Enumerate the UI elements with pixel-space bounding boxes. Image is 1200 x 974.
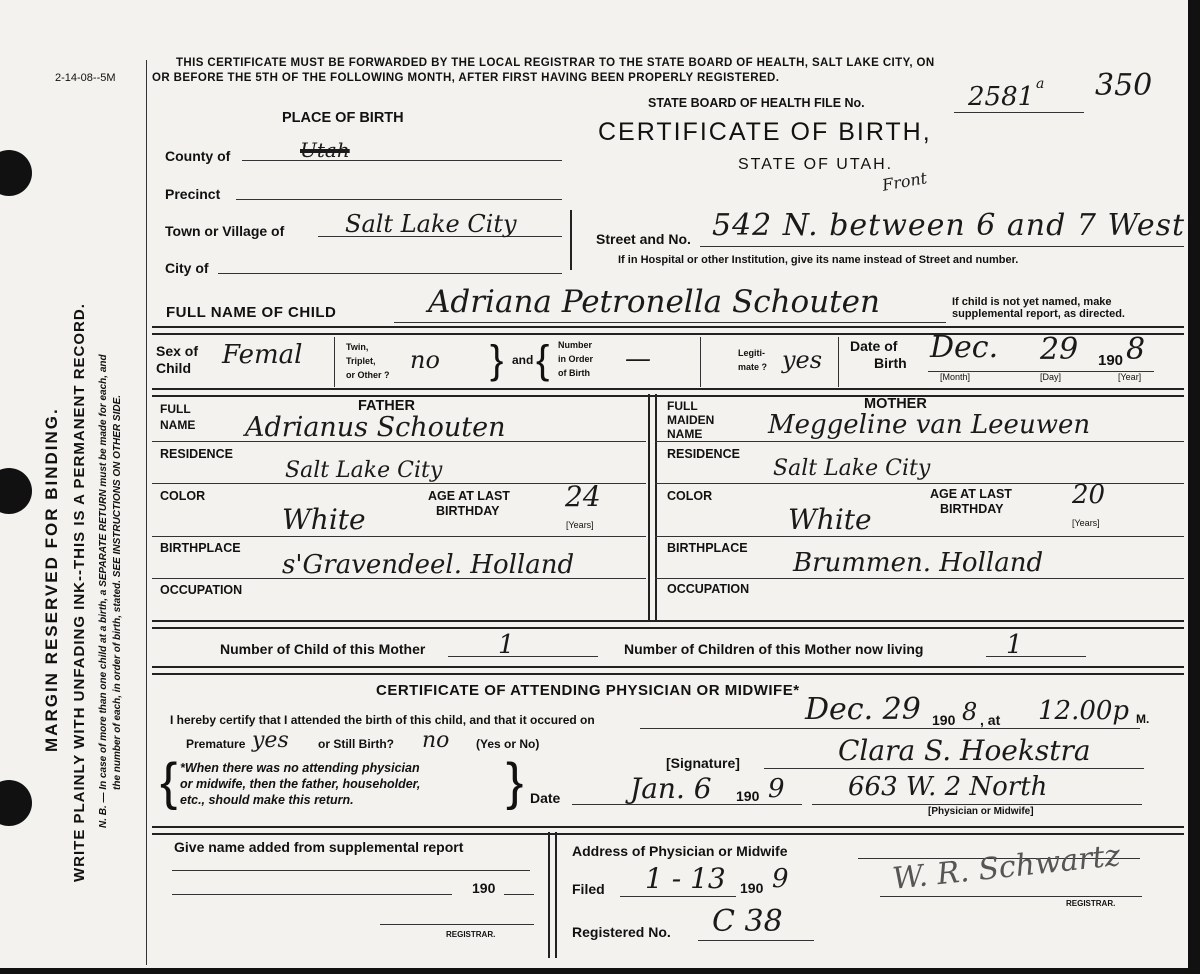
precinct-label: Precinct: [165, 186, 221, 202]
order-label-2: in Order: [558, 354, 594, 364]
date-label: Date: [530, 790, 561, 806]
yes-no-label: (Yes or No): [476, 737, 540, 751]
father-heading: FATHER: [358, 398, 415, 414]
birth-date-value: Dec. 29: [805, 692, 921, 727]
birth-time-value: 12.00p: [1038, 696, 1130, 726]
twin-value: no: [410, 346, 440, 374]
father-birthplace-value: s'Gravendeel. Holland: [282, 550, 575, 580]
father-age-label-1: AGE AT LAST: [428, 489, 510, 503]
certificate-title: CERTIFICATE OF BIRTH,: [598, 118, 932, 146]
father-residence-label: RESIDENCE: [160, 447, 233, 461]
filed-value: 1 - 13: [645, 862, 726, 895]
mother-color-label: COLOR: [667, 489, 713, 503]
certificate-date-year: 9: [768, 774, 785, 804]
physician-caption: [Physician or Midwife]: [928, 806, 1034, 817]
notice-line-2: OR BEFORE THE 5TH OF THE FOLLOWING MONTH, AFTER FIRST HAVING BEEN PROPERLY REGISTERED.: [152, 72, 780, 84]
filed-label: Filed: [572, 881, 605, 897]
supplemental-label: Give name added from supplemental report: [174, 839, 464, 855]
town-label: Town or Village of: [165, 223, 285, 239]
father-name-label: NAME: [160, 418, 196, 432]
day-caption: [Day]: [1040, 372, 1062, 382]
father-age-label-2: BIRTHDAY: [436, 504, 500, 518]
certificate-date-value: Jan. 6: [630, 772, 712, 805]
birth-certificate-page: 2-14-08--5M MARGIN RESERVED FOR BINDING. WRITE PLAINLY WITH UNFADING INK--THIS IS A PERMANENT RECORD. N. B. — In case of more than one child at a birth, a SEPARATE RETURN must be made for each, and the number of each, in order of birth, stated. SEE INSTRUCTIONS ON OTHER SIDE. THIS CERTIFICATE MUST BE FORWARDED BY THE LOCAL REGISTRAR TO THE STATE BOARD OF HEALTH, SALT LAKE CITY, ON OR BEFORE THE 5TH OF THE FOLLOWING MONTH, AFTER FIRST HAVING BEEN PROPERLY REGISTERED. STATE BOARD OF HEALTH FILE No. 2581 a 350 CERTIFICATE OF BIRTH, STATE OF UTAH. PLACE OF BIRTH County of Utah Precinct Town or Village of Salt Lake City City of Street and No. 542 N. between 6 and 7 West Front If in Hospital or other Institution, give its name instead of Street and number. FULL NAME OF CHILD Adriana Petronella Schouten If child is not yet named, make supplemental report, as directed. Sex of Child Femal Twin, Triplet, or Other ? no } and { Number in Order of Birth — Legiti- mate ? yes Date of Birth Dec. 29 190 8 [Month] [Day] [Year] FATHER FULL NAME Adrianus Schouten RESIDENCE Salt Lake City COLOR White AGE AT LAST BIRTHDAY 24 [Years] BIRTHPLACE s'Gravendeel. Holland OCCUPATION MOTHER FULL MAIDEN NAME Meggeline van Leeuwen RESIDENCE Salt Lake City COLOR White AGE AT LAST BIRTHDAY 20 [Years] BIRTHPLACE Brummen. Holland OCCUPATION Number of Child of this Mother 1 Number of Children of this Mother now living 1 CERTIFICATE OF ATTENDING PHYSICIAN OR MIDWIFE* I hereby certify that I attended the birth of this child, and that it occured on Dec. 29 190 8 , at 12.00p M. Premature yes or Still Birth? no (Yes or No) { *When there was no attending physician or midwife, then the father, householder, etc., should make this return. } [Signature] Clara S. Hoekstra Date Jan. 6 190 9 663 W. 2 North [Physician or Midwife] Give name added from supplemental report 190 REGISTRAR. Address of Physician or Midwife Filed 1 - 13 190 9 W. R. Schwartz REGISTRAR. Registered No. C 38: [0, 0, 1200, 974]
twin-label-1: Twin,: [346, 342, 369, 352]
dob-year-prefix: 190: [1098, 352, 1124, 369]
year-caption: [Year]: [1118, 372, 1142, 382]
city-label: City of: [165, 260, 209, 276]
mother-full-label: FULL: [667, 399, 698, 413]
m-label: M.: [1136, 712, 1150, 726]
street-value: 542 N. between 6 and 7 West: [712, 208, 1186, 243]
father-age-value: 24: [565, 480, 601, 513]
county-value: Utah: [300, 138, 350, 162]
registration-registrar: REGISTRAR.: [1066, 899, 1116, 908]
file-number-value: 2581: [968, 82, 1035, 112]
twin-label-3: or Other ?: [346, 370, 390, 380]
corner-number: 350: [1095, 68, 1153, 103]
filed-year-prefix: 190: [740, 880, 764, 896]
child-number-value: 1: [498, 630, 515, 660]
hospital-note: If in Hospital or other Institution, give its name instead of Street and number.: [618, 254, 1019, 266]
physician-heading: CERTIFICATE OF ATTENDING PHYSICIAN OR MIDWIFE*: [376, 682, 800, 699]
mother-birthplace-label: BIRTHPLACE: [667, 541, 748, 555]
cert-year-prefix: 190: [932, 712, 956, 728]
mother-residence-value: Salt Lake City: [773, 456, 931, 481]
signature-value: Clara S. Hoekstra: [838, 734, 1091, 767]
file-number-suffix: a: [1036, 76, 1045, 92]
father-name-value: Adrianus Schouten: [245, 412, 506, 443]
father-birthplace-label: BIRTHPLACE: [160, 541, 241, 555]
margin-rule: [146, 60, 147, 965]
note-line-3: etc., should make this return.: [180, 793, 354, 807]
premature-value: yes: [252, 728, 289, 753]
father-full-label: FULL: [160, 402, 191, 416]
mother-maiden-label: MAIDEN: [667, 413, 715, 427]
mother-age-value: 20: [1072, 480, 1106, 510]
file-number-label: STATE BOARD OF HEALTH FILE No.: [648, 96, 865, 110]
nb-note-line1: N. B. — In case of more than one child at a birth, a SEPARATE RETURN must be made for each, and: [98, 354, 109, 828]
father-color-label: COLOR: [160, 489, 206, 503]
month-caption: [Month]: [940, 372, 971, 382]
stillbirth-label: or Still Birth?: [318, 737, 394, 751]
sex-label-2: Child: [156, 360, 191, 376]
notice-line-1: THIS CERTIFICATE MUST BE FORWARDED BY THE LOCAL REGISTRAR TO THE STATE BOARD OF HEALTH, SALT LAKE CITY, ON: [176, 57, 935, 69]
mother-name-value: Meggeline van Leeuwen: [768, 410, 1091, 440]
legit-value: yes: [782, 346, 823, 374]
and-label: and: [512, 353, 534, 367]
premature-label: Premature: [186, 737, 246, 751]
dob-label-1: Date of: [850, 338, 898, 354]
sex-value: Femal: [222, 340, 303, 370]
name-note-line1: If child is not yet named, make: [952, 296, 1112, 308]
father-occupation-label: OCCUPATION: [160, 583, 243, 597]
at-label: , at: [980, 712, 1001, 728]
mother-birthplace-value: Brummen. Holland: [793, 548, 1044, 578]
living-value: 1: [1006, 630, 1023, 660]
dob-year: 8: [1126, 332, 1146, 367]
county-label: County of: [165, 148, 231, 164]
mother-name-label: NAME: [667, 427, 703, 441]
living-label: Number of Children of this Mother now living: [624, 641, 924, 657]
mother-residence-label: RESIDENCE: [667, 447, 740, 461]
certificate-date-year-prefix: 190: [736, 788, 760, 804]
order-label-3: of Birth: [558, 368, 590, 378]
state-subtitle: STATE OF UTAH.: [738, 156, 894, 173]
permanent-record-text: WRITE PLAINLY WITH UNFADING INK--THIS IS A PERMANENT RECORD.: [71, 303, 88, 882]
physician-address-label: Address of Physician or Midwife: [572, 843, 788, 859]
sex-label-1: Sex of: [156, 343, 199, 359]
registered-number-label: Registered No.: [572, 924, 671, 940]
mother-age-label-2: BIRTHDAY: [940, 502, 1004, 516]
mother-occupation-label: OCCUPATION: [667, 582, 750, 596]
order-value: —: [625, 344, 651, 374]
dob-month: Dec.: [930, 330, 999, 365]
name-note-line2: supplemental report, as directed.: [952, 308, 1125, 320]
registered-number-value: C 38: [712, 904, 783, 939]
street-insert: Front: [880, 168, 929, 195]
supplemental-year-prefix: 190: [472, 880, 496, 896]
certify-text: I hereby certify that I attended the birth of this child, and that it occured on: [170, 713, 595, 727]
father-color-value: White: [282, 503, 366, 536]
registrar-signature: W. R. Schwartz: [890, 838, 1122, 897]
place-of-birth-heading: PLACE OF BIRTH: [282, 110, 404, 126]
town-value: Salt Lake City: [345, 210, 517, 238]
legit-label-1: Legiti-: [738, 348, 765, 358]
order-label-1: Number: [558, 340, 593, 350]
nb-note-line2: the number of each, in order of birth, stated. SEE INSTRUCTIONS ON OTHER SIDE.: [112, 394, 123, 790]
note-line-1: *When there was no attending physician: [180, 761, 420, 775]
father-residence-value: Salt Lake City: [285, 458, 443, 483]
dob-label-2: Birth: [874, 355, 907, 371]
stillbirth-value: no: [422, 728, 450, 753]
note-line-2: or midwife, then the father, householder,: [180, 777, 421, 791]
legit-label-2: mate ?: [738, 362, 768, 372]
mother-years-caption: [Years]: [1072, 518, 1100, 528]
mother-color-value: White: [788, 503, 872, 536]
filed-year: 9: [772, 864, 789, 894]
dob-day: 29: [1040, 332, 1079, 367]
form-code: 2-14-08--5M: [55, 72, 116, 84]
cert-year-value: 8: [962, 698, 978, 726]
street-label: Street and No.: [596, 231, 691, 247]
mother-heading: MOTHER: [864, 396, 927, 412]
margin-binding-text: MARGIN RESERVED FOR BINDING.: [42, 407, 61, 752]
father-years-caption: [Years]: [566, 520, 594, 530]
supplemental-registrar: REGISTRAR.: [446, 930, 496, 939]
child-name-label: FULL NAME OF CHILD: [166, 304, 337, 321]
physician-address-value: 663 W. 2 North: [848, 772, 1048, 802]
child-name-value: Adriana Petronella Schouten: [428, 284, 880, 320]
mother-age-label-1: AGE AT LAST: [930, 487, 1012, 501]
signature-label: [Signature]: [666, 755, 740, 771]
child-number-label: Number of Child of this Mother: [220, 641, 426, 657]
twin-label-2: Triplet,: [346, 356, 376, 366]
